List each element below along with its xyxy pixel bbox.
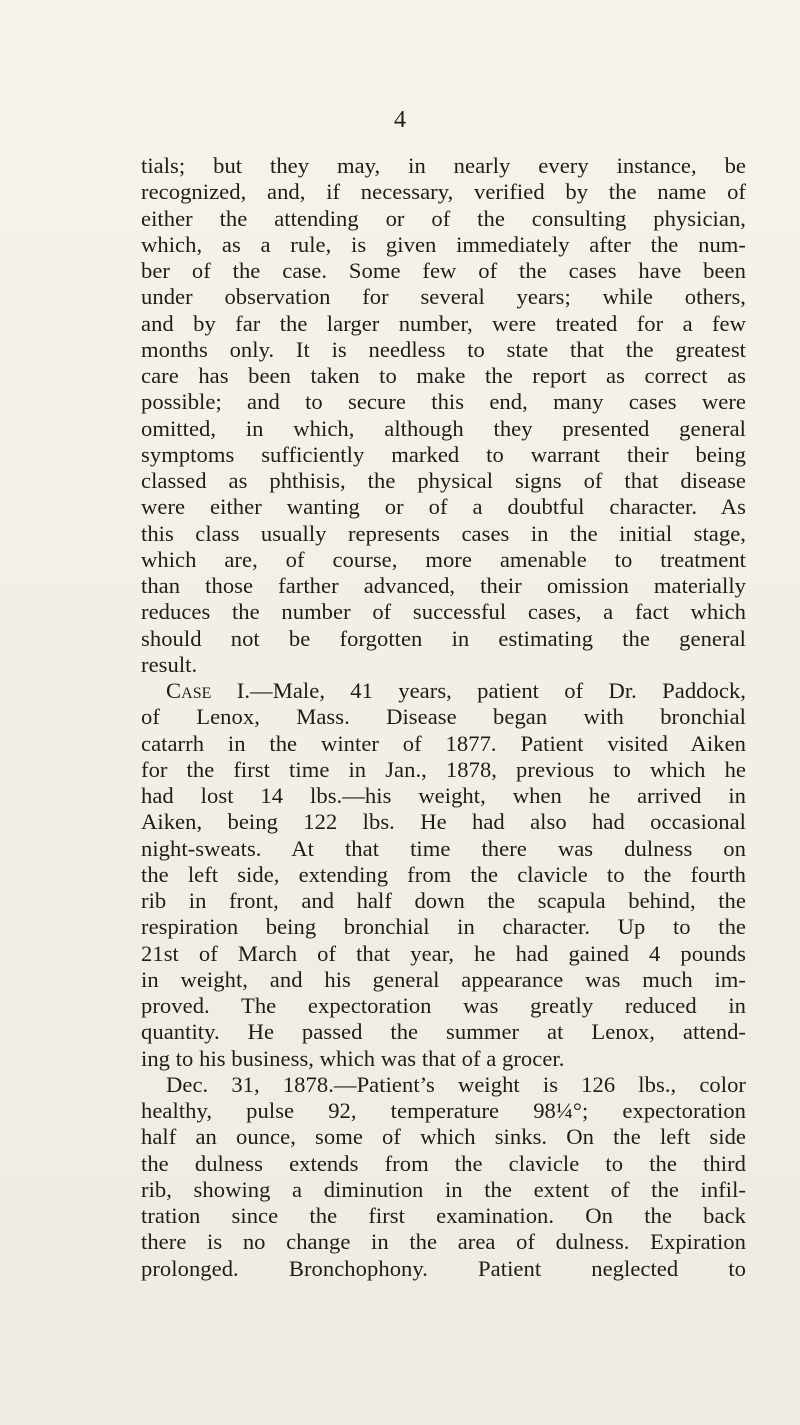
text-line: ing to his business, which was that of a grocer. [141,1045,565,1071]
text-line: rib in front, and half down the scapula behind, the [141,888,746,913]
text-line: Case I.—Male, 41 years, patient of Dr. Paddock, [166,678,746,703]
text-line: half an ounce, some of which sinks. On the left side [141,1124,746,1150]
text-line: and by far the larger number, were treated for a few [141,310,746,336]
page-number: 4 [394,107,406,133]
text-line: this class usually represents cases in the initial stage, [141,520,746,546]
text-line: reduces the number of successful cases, a fact which [141,599,746,625]
text-line: ber of the case. Some few of the cases have been [141,258,746,283]
text-line: of Lenox, Mass. Disease began with bronchial [141,704,746,730]
text-line: months only. It is needless to state that the greatest [141,336,746,362]
text-line: recognized, and, if necessary, verified by the name of [141,179,746,205]
text-line: respiration being bronchial in character. Up to the [141,914,746,940]
text-line: Dec. 31, 1878.—Patient’s weight is 126 lbs., color [166,1071,746,1097]
text-line: in weight, and his general appearance was much im- [141,966,746,992]
text-line: had lost 14 lbs.—his weight, when he arrived in [141,783,746,808]
text-line: omitted, in which, although they presented general [141,415,746,441]
text-line: proved. The expectoration was greatly reduced in [141,993,746,1018]
text-line: quantity. He passed the summer at Lenox, attend- [141,1019,746,1045]
text-line: should not be forgotten in estimating the general [141,625,746,651]
text-line: which are, of course, more amenable to treatment [141,546,746,572]
text-line: healthy, pulse 92, temperature 98¼°; expectoration [141,1098,746,1123]
text-line: classed as phthisis, the physical signs of that disease [141,468,746,493]
text-line: there is no change in the area of dulness. Expiration [141,1229,746,1255]
text-line: were either wanting or of a doubtful character. As [141,494,746,520]
text-line: care has been taken to make the report as correct as [141,363,746,388]
text-line: possible; and to secure this end, many cases were [141,389,746,415]
text-line: the dulness extends from the clavicle to the third [141,1150,746,1176]
text-line: which, as a rule, is given immediately after the num- [141,231,746,257]
text-line: rib, showing a diminution in the extent of the infil- [141,1176,746,1202]
text-line: catarrh in the winter of 1877. Patient visited Aiken [141,730,746,756]
text-line: night-sweats. At that time there was dulness on [141,835,746,861]
text-line: under observation for several years; while others, [141,284,746,310]
text-line: the left side, extending from the clavicle to the fourth [141,861,746,887]
text-line: tration since the first examination. On the back [141,1203,746,1228]
text-line: Aiken, being 122 lbs. He had also had occasional [141,809,746,835]
text-line: result. [141,651,198,677]
text-line: prolonged. Bronchophony. Patient neglected to [141,1255,746,1281]
text-line: tials; but they may, in nearly every instance, be [141,153,746,178]
body-text [141,153,746,1282]
text-line: than those farther advanced, their omission materially [141,573,746,598]
text-line: either the attending or of the consulting physician, [141,205,746,231]
text-line: symptoms sufficiently marked to warrant their being [141,441,746,467]
text-line: 21st of March of that year, he had gained 4 pounds [141,940,746,966]
text-line: for the first time in Jan., 1878, previous to which he [141,756,746,782]
case-heading: Case [166,678,212,703]
